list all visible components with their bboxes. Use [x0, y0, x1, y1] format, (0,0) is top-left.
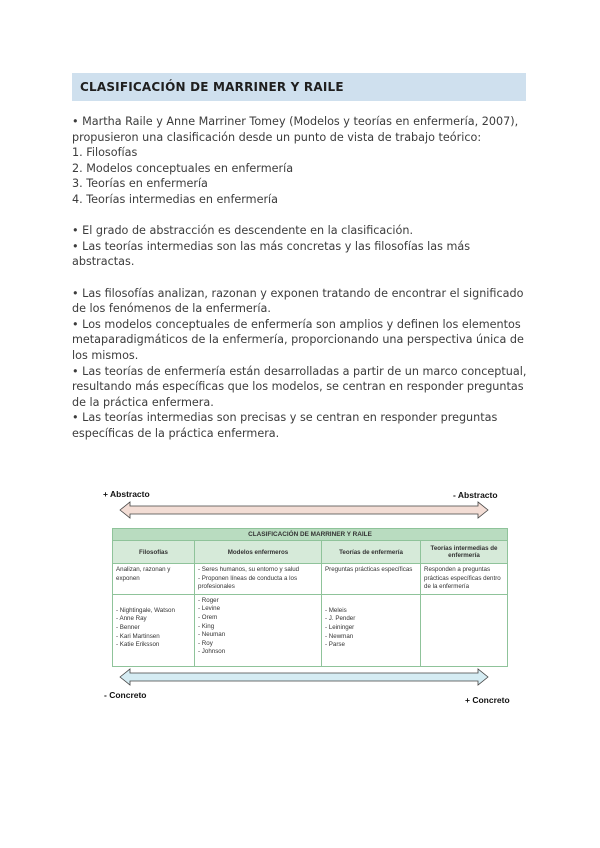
concreteness-arrow-shape — [120, 669, 488, 685]
concreteness-arrow — [118, 667, 490, 687]
list-item: - Parse — [325, 641, 417, 650]
list-item: - Leininger — [325, 624, 417, 633]
abstraction-point: • El grado de abstracción es descendente en la clasificación. — [72, 224, 414, 238]
abstraction-point: • Las teorías intermedias son las más concretas y las filosofías las más abstractas. — [72, 239, 471, 269]
intro-list-item: 4. Teorías intermedias en enfermería — [72, 192, 279, 206]
cell-modelos-desc — [195, 564, 322, 595]
plus-abstract-label: + Abstracto — [103, 489, 150, 499]
list-item: - Anne Ray — [116, 615, 191, 624]
abstraction-arrow-shape — [120, 502, 488, 518]
list-item: - Nightingale, Watson — [116, 607, 191, 616]
list-item: - Katie Eriksson — [116, 641, 191, 650]
list-item: - Levine — [198, 605, 318, 614]
header-modelos: Modelos enfermeros — [195, 541, 322, 564]
classification-table — [112, 528, 508, 667]
cell-teorias-desc: Preguntas prácticas específicas — [322, 564, 421, 595]
list-item: - Seres humanos, su entorno y salud — [198, 566, 318, 575]
intro-list-item: 3. Teorías en enfermería — [72, 177, 208, 191]
cell-teorias-authors — [322, 594, 421, 666]
list-item: - Kari Martinsen — [116, 633, 191, 642]
page-title: CLASIFICACIÓN DE MARRINER Y RAILE — [80, 80, 344, 94]
description-point: • Los modelos conceptuales de enfermería son amplios y definen los elementos metaparadigmáticos de la enfermería, proporcionando una perspectiva única de los mismos. — [72, 317, 524, 362]
header-teorias: Teorías de enfermería — [322, 541, 421, 564]
list-item: - King — [198, 623, 318, 632]
cell-intermedias-desc: Responden a preguntas prácticas específicas dentro de la enfermería — [421, 564, 508, 595]
minus-abstract-label: - Abstracto — [453, 490, 498, 500]
abstraction-arrow — [118, 500, 490, 520]
body-text — [72, 114, 532, 441]
header-teorias-intermedias: Teorías intermedias de enfermería — [421, 541, 508, 564]
table-title: CLASIFICACIÓN DE MARRINER Y RAILE — [113, 529, 508, 541]
table-row — [113, 564, 508, 595]
intro-list-item: 2. Modelos conceptuales en enfermería — [72, 161, 294, 175]
list-item: - Roger — [198, 597, 318, 606]
table-row — [113, 594, 508, 666]
cell-intermedias-authors — [421, 594, 508, 666]
list-item: - Neuman — [198, 631, 318, 640]
title-bar — [72, 73, 526, 101]
description-point: • Las teorías intermedias son precisas y se centran en responder preguntas específicas de la práctica enfermera. — [72, 411, 498, 440]
list-item: - Roy — [198, 640, 318, 649]
list-item: - Newman — [325, 633, 417, 642]
cell-modelos-authors — [195, 594, 322, 666]
list-item: - Orem — [198, 614, 318, 623]
description-point: • Las filosofías analizan, razonan y exponen tratando de encontrar el significado de los fenómenos de la enfermería. — [72, 286, 524, 316]
list-item: - Benner — [116, 624, 191, 633]
list-item: - Proponen líneas de conducta a los profesionales — [198, 575, 318, 592]
plus-concrete-label: + Concreto — [465, 695, 510, 705]
cell-filosofias-desc: Analizan, razonan y exponen — [113, 564, 195, 595]
minus-concrete-label: - Concreto — [104, 690, 147, 700]
list-item: - J. Pender — [325, 615, 417, 624]
header-filosofias: Filosofías — [113, 541, 195, 564]
description-point: • Las teorías de enfermería están desarrolladas a partir de un marco conceptual, resultando más específicas que los modelos, se centran en responder preguntas de la práctica enfermera. — [72, 364, 527, 409]
cell-filosofias-authors — [113, 594, 195, 666]
list-item: - Johnson — [198, 648, 318, 657]
intro-list-item: 1. Filosofías — [72, 146, 138, 160]
intro-paragraph: • Martha Raile y Anne Marriner Tomey (Modelos y teorías en enfermería, 2007), propusieron una clasificación desde un punto de vista de trabajo teórico: — [72, 115, 519, 144]
list-item: - Meleis — [325, 607, 417, 616]
